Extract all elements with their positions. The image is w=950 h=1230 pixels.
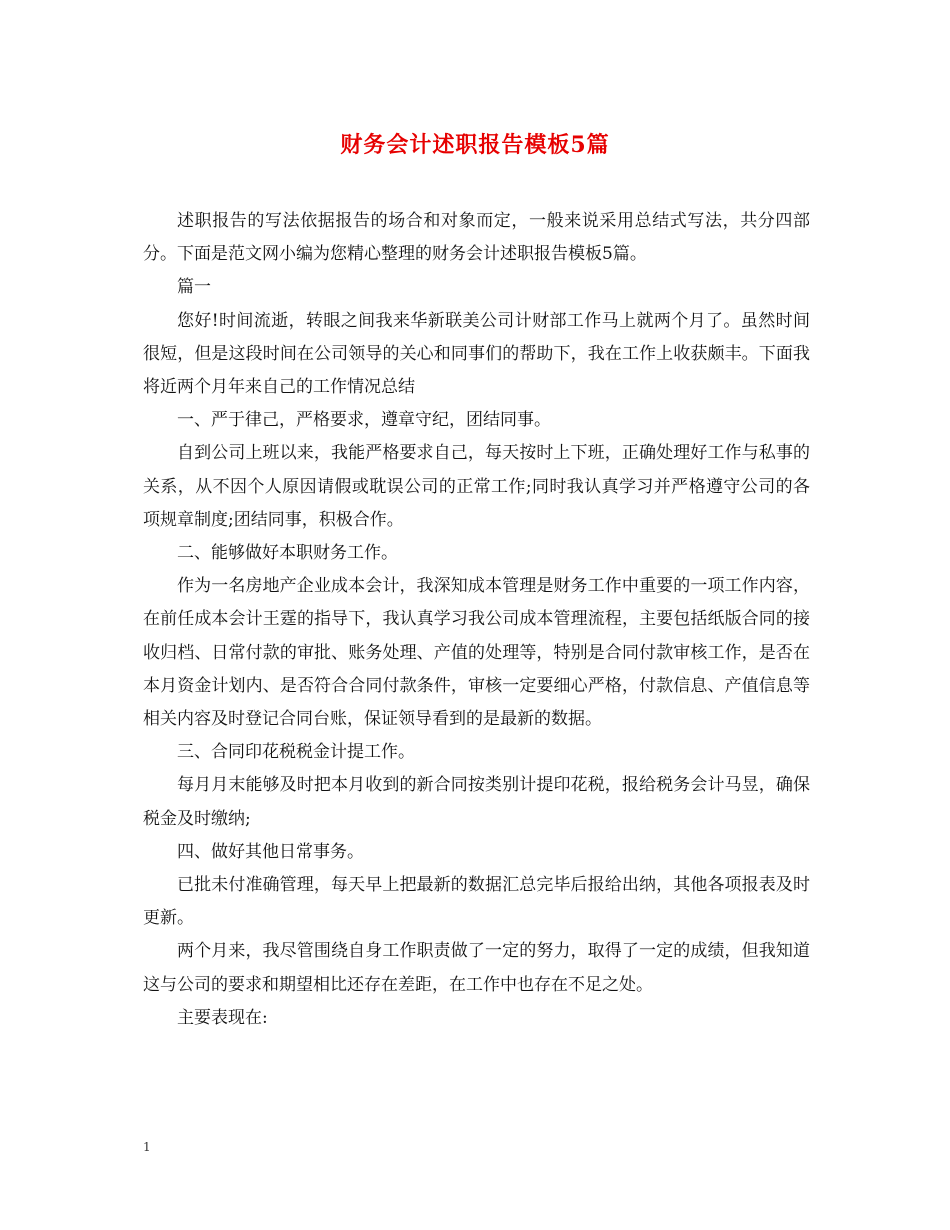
page-number: 1	[143, 1140, 151, 1154]
section-heading: 一、严于律己，严格要求，遵章守纪，团结同事。	[177, 410, 551, 431]
body-paragraph: 您好!时间流逝，转眼之间我来华新联美公司计财部工作马上就两个月了。虽然时间很短，但是这段时间在公司领导的关心和同事们的帮助下，我在工作上收获颇丰。下面我将近两个月年来自己的工作情况总结	[143, 310, 810, 398]
body-paragraph: 自到公司上班以来，我能严格要求自己，每天按时上下班，正确处理好工作与私事的关系，从不因个人原因请假或耽误公司的正常工作;同时我认真学习并严格遵守公司的各项规章制度;团结同事，积极合作。	[143, 443, 810, 530]
body-paragraph: 已批未付准确管理，每天早上把最新的数据汇总完毕后报给出纳，其他各项报表及时更新。	[143, 875, 810, 929]
section-heading: 二、能够做好本职财务工作。	[177, 543, 398, 564]
section-heading: 三、合同印花税税金计提工作。	[177, 742, 415, 763]
intro-paragraph: 述职报告的写法依据报告的场合和对象而定，一般来说采用总结式写法，共分四部分。下面是范文网小编为您精心整理的财务会计述职报告模板5篇。	[143, 211, 810, 265]
document-title: 财务会计述职报告模板5篇	[340, 132, 610, 158]
section-label: 篇一	[177, 277, 211, 298]
document-body	[143, 205, 810, 1035]
body-paragraph: 两个月来，我尽管围绕自身工作职责做了一定的努力，取得了一定的成绩，但我知道这与公司的要求和期望相比还存在差距，在工作中也存在不足之处。	[143, 941, 810, 995]
section-heading: 四、做好其他日常事务。	[177, 841, 364, 862]
body-paragraph: 主要表现在:	[177, 1007, 268, 1028]
body-paragraph: 每月月末能够及时把本月收到的新合同按类别计提印花税，报给税务会计马昱，确保税金及时缴纳;	[143, 775, 810, 829]
body-paragraph: 作为一名房地产企业成本会计，我深知成本管理是财务工作中重要的一项工作内容，在前任成本会计王霆的指导下，我认真学习我公司成本管理流程，主要包括纸版合同的接收归档、日常付款的审批、账务处理、产值的处理等，特别是合同付款审核工作，是否在本月资金计划内、是否符合合同付款条件，审核一定要细心严格，付款信息、产值信息等相关内容及时登记合同台账，保证领导看到的是最新的数据。	[143, 576, 810, 730]
